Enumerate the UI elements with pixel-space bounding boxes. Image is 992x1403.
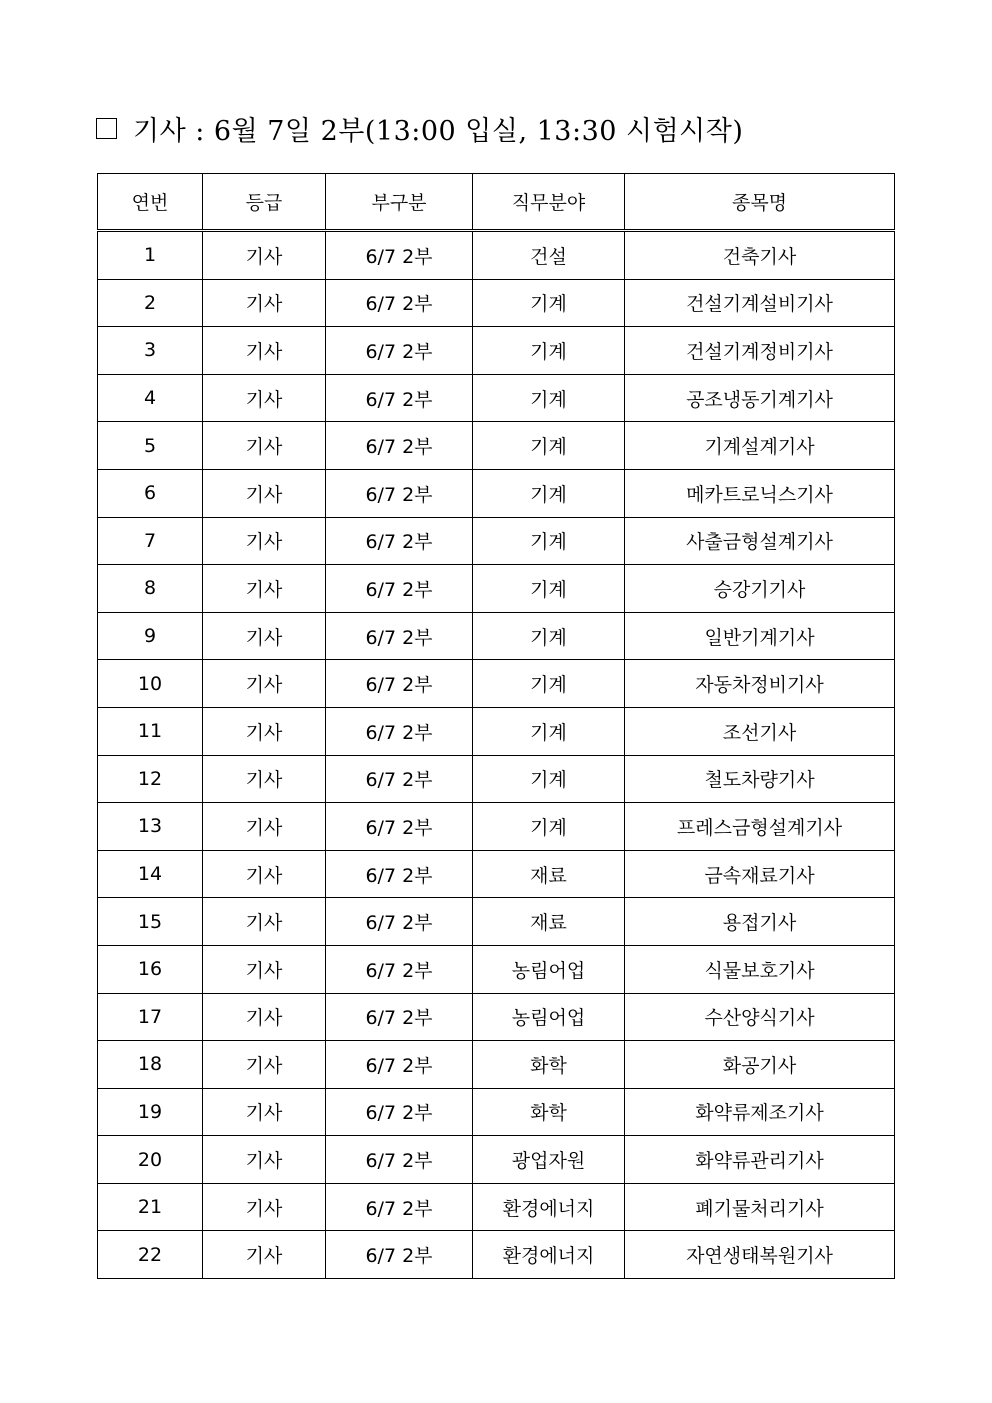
cell-session: 6/7 2부 <box>326 327 473 375</box>
cell-grade: 기사 <box>203 517 326 565</box>
cell-grade: 기사 <box>203 565 326 613</box>
cell-serial-number: 20 <box>98 1136 203 1184</box>
cell-grade: 기사 <box>203 803 326 851</box>
cell-session: 6/7 2부 <box>326 1136 473 1184</box>
cell-subject-name: 화공기사 <box>625 1041 895 1089</box>
cell-serial-number: 9 <box>98 612 203 660</box>
table-row <box>98 803 895 851</box>
cell-job-field: 기계 <box>473 612 625 660</box>
cell-job-field: 기계 <box>473 469 625 517</box>
header-job-field: 직무분야 <box>473 174 625 231</box>
table-row <box>98 279 895 327</box>
cell-grade: 기사 <box>203 374 326 422</box>
cell-serial-number: 16 <box>98 945 203 993</box>
cell-serial-number: 4 <box>98 374 203 422</box>
cell-subject-name: 조선기사 <box>625 707 895 755</box>
cell-job-field: 농림어업 <box>473 945 625 993</box>
cell-grade: 기사 <box>203 422 326 470</box>
table-row <box>98 1041 895 1089</box>
exam-schedule-table <box>97 173 895 1279</box>
cell-session: 6/7 2부 <box>326 374 473 422</box>
cell-grade: 기사 <box>203 945 326 993</box>
cell-subject-name: 수산양식기사 <box>625 993 895 1041</box>
cell-grade: 기사 <box>203 898 326 946</box>
table-header-row <box>98 174 895 231</box>
cell-subject-name: 프레스금형설계기사 <box>625 803 895 851</box>
cell-serial-number: 3 <box>98 327 203 375</box>
cell-session: 6/7 2부 <box>326 422 473 470</box>
cell-grade: 기사 <box>203 612 326 660</box>
cell-job-field: 기계 <box>473 279 625 327</box>
cell-session: 6/7 2부 <box>326 1231 473 1279</box>
cell-job-field: 기계 <box>473 803 625 851</box>
table-row <box>98 327 895 375</box>
header-subject-name: 종목명 <box>625 174 895 231</box>
cell-session: 6/7 2부 <box>326 993 473 1041</box>
cell-job-field: 기계 <box>473 422 625 470</box>
section-title <box>96 108 743 148</box>
cell-subject-name: 금속재료기사 <box>625 850 895 898</box>
cell-serial-number: 12 <box>98 755 203 803</box>
table-row <box>98 1231 895 1279</box>
cell-job-field: 기계 <box>473 660 625 708</box>
table-body <box>98 231 895 1279</box>
cell-subject-name: 기계설계기사 <box>625 422 895 470</box>
table-row <box>98 422 895 470</box>
table-row <box>98 1136 895 1184</box>
header-session: 부구분 <box>326 174 473 231</box>
cell-grade: 기사 <box>203 1088 326 1136</box>
cell-job-field: 재료 <box>473 850 625 898</box>
cell-serial-number: 15 <box>98 898 203 946</box>
table-row <box>98 755 895 803</box>
cell-session: 6/7 2부 <box>326 279 473 327</box>
cell-serial-number: 14 <box>98 850 203 898</box>
cell-job-field: 화학 <box>473 1041 625 1089</box>
cell-job-field: 화학 <box>473 1088 625 1136</box>
cell-grade: 기사 <box>203 850 326 898</box>
cell-grade: 기사 <box>203 279 326 327</box>
cell-serial-number: 8 <box>98 565 203 613</box>
table-row <box>98 1183 895 1231</box>
cell-grade: 기사 <box>203 469 326 517</box>
table-row <box>98 374 895 422</box>
cell-serial-number: 17 <box>98 993 203 1041</box>
cell-subject-name: 건축기사 <box>625 231 895 280</box>
cell-serial-number: 21 <box>98 1183 203 1231</box>
table-row <box>98 1088 895 1136</box>
cell-serial-number: 13 <box>98 803 203 851</box>
cell-subject-name: 폐기물처리기사 <box>625 1183 895 1231</box>
section-title-text: 기사 : 6월 7일 2부(13:00 입실, 13:30 시험시작) <box>133 115 744 147</box>
cell-grade: 기사 <box>203 1136 326 1184</box>
table-row <box>98 993 895 1041</box>
cell-session: 6/7 2부 <box>326 565 473 613</box>
table-row <box>98 945 895 993</box>
cell-serial-number: 1 <box>98 231 203 280</box>
cell-subject-name: 메카트로닉스기사 <box>625 469 895 517</box>
table-row <box>98 517 895 565</box>
cell-serial-number: 7 <box>98 517 203 565</box>
cell-serial-number: 10 <box>98 660 203 708</box>
cell-serial-number: 22 <box>98 1231 203 1279</box>
cell-subject-name: 건설기계설비기사 <box>625 279 895 327</box>
cell-subject-name: 식물보호기사 <box>625 945 895 993</box>
cell-session: 6/7 2부 <box>326 755 473 803</box>
cell-job-field: 기계 <box>473 707 625 755</box>
cell-grade: 기사 <box>203 993 326 1041</box>
cell-session: 6/7 2부 <box>326 231 473 280</box>
cell-job-field: 기계 <box>473 565 625 613</box>
cell-session: 6/7 2부 <box>326 707 473 755</box>
cell-subject-name: 철도차량기사 <box>625 755 895 803</box>
cell-job-field: 기계 <box>473 517 625 565</box>
cell-job-field: 기계 <box>473 755 625 803</box>
cell-subject-name: 자연생태복원기사 <box>625 1231 895 1279</box>
cell-serial-number: 18 <box>98 1041 203 1089</box>
cell-subject-name: 화약류관리기사 <box>625 1136 895 1184</box>
cell-job-field: 기계 <box>473 374 625 422</box>
cell-grade: 기사 <box>203 1041 326 1089</box>
cell-job-field: 환경에너지 <box>473 1183 625 1231</box>
cell-serial-number: 11 <box>98 707 203 755</box>
checkbox-icon <box>96 118 117 139</box>
table-row <box>98 612 895 660</box>
cell-job-field: 재료 <box>473 898 625 946</box>
header-serial-number: 연번 <box>98 174 203 231</box>
cell-session: 6/7 2부 <box>326 898 473 946</box>
cell-session: 6/7 2부 <box>326 1041 473 1089</box>
cell-grade: 기사 <box>203 231 326 280</box>
cell-serial-number: 2 <box>98 279 203 327</box>
cell-serial-number: 5 <box>98 422 203 470</box>
header-grade: 등급 <box>203 174 326 231</box>
cell-grade: 기사 <box>203 660 326 708</box>
cell-job-field: 광업자원 <box>473 1136 625 1184</box>
table-row <box>98 850 895 898</box>
table-row <box>98 565 895 613</box>
cell-subject-name: 공조냉동기계기사 <box>625 374 895 422</box>
cell-session: 6/7 2부 <box>326 660 473 708</box>
cell-subject-name: 사출금형설계기사 <box>625 517 895 565</box>
cell-session: 6/7 2부 <box>326 803 473 851</box>
cell-session: 6/7 2부 <box>326 850 473 898</box>
cell-job-field: 기계 <box>473 327 625 375</box>
cell-job-field: 환경에너지 <box>473 1231 625 1279</box>
cell-grade: 기사 <box>203 755 326 803</box>
cell-session: 6/7 2부 <box>326 1183 473 1231</box>
cell-subject-name: 승강기기사 <box>625 565 895 613</box>
cell-subject-name: 자동차정비기사 <box>625 660 895 708</box>
cell-session: 6/7 2부 <box>326 1088 473 1136</box>
table-row <box>98 231 895 280</box>
cell-session: 6/7 2부 <box>326 517 473 565</box>
cell-subject-name: 화약류제조기사 <box>625 1088 895 1136</box>
cell-subject-name: 일반기계기사 <box>625 612 895 660</box>
cell-grade: 기사 <box>203 1183 326 1231</box>
cell-serial-number: 19 <box>98 1088 203 1136</box>
cell-grade: 기사 <box>203 1231 326 1279</box>
cell-job-field: 농림어업 <box>473 993 625 1041</box>
cell-session: 6/7 2부 <box>326 469 473 517</box>
table-row <box>98 660 895 708</box>
cell-session: 6/7 2부 <box>326 945 473 993</box>
table-row <box>98 898 895 946</box>
cell-serial-number: 6 <box>98 469 203 517</box>
cell-job-field: 건설 <box>473 231 625 280</box>
table-row <box>98 469 895 517</box>
table-row <box>98 707 895 755</box>
cell-grade: 기사 <box>203 327 326 375</box>
cell-subject-name: 건설기계정비기사 <box>625 327 895 375</box>
cell-grade: 기사 <box>203 707 326 755</box>
cell-session: 6/7 2부 <box>326 612 473 660</box>
cell-subject-name: 용접기사 <box>625 898 895 946</box>
